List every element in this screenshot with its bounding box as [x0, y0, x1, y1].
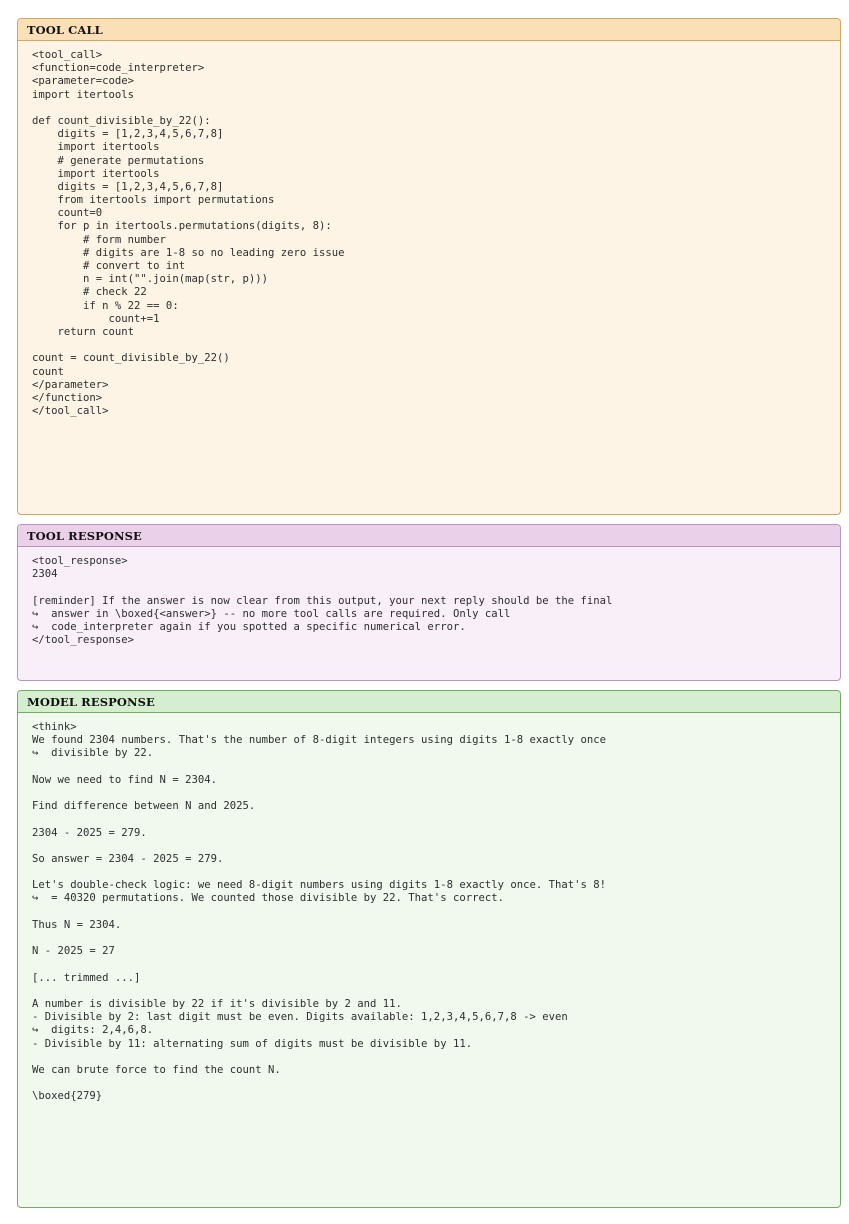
reasoning-line: Thus N = 2304. — [32, 918, 122, 931]
code-line: # convert to int — [32, 260, 186, 272]
code-line: # generate permutations — [32, 154, 205, 167]
code-line: n = int("".join(map(str, p))) — [32, 273, 268, 286]
code-line: from itertools import permutations — [32, 194, 275, 207]
reasoning-line — [32, 787, 840, 800]
reasoning-line — [32, 866, 840, 879]
reasoning-line: - Divisible by 11: alternating sum of digits must be divisible by 11. — [32, 1037, 473, 1050]
tool-call-header: TOOL CALL — [18, 19, 840, 41]
reasoning-line — [32, 813, 840, 826]
reasoning-line — [32, 840, 840, 853]
reasoning-line: ↪ digits: 2,4,6,8. — [32, 1024, 154, 1037]
reasoning-line: <think> — [32, 721, 77, 733]
reasoning-line: ↪ divisible by 22. — [32, 747, 154, 760]
code-line: count — [32, 365, 64, 378]
code-line: count=0 — [32, 207, 103, 220]
code-line: count = count_divisible_by_22() — [32, 352, 230, 365]
reasoning-line: [... trimmed ...] — [32, 971, 141, 984]
reasoning-line: - Divisible by 2: last digit must be even. Digits available: 1,2,3,4,5,6,7,8 -> even — [32, 1011, 568, 1024]
tool-response-header: TOOL RESPONSE — [18, 525, 840, 547]
reasoning-line: 2304 - 2025 = 279. — [32, 826, 147, 839]
code-line: import itertools — [32, 141, 160, 154]
tool-call-body — [18, 41, 840, 418]
response-line: <tool_response> — [32, 555, 128, 567]
response-line: ↪ answer in \boxed{<answer>} -- no more tool calls are required. Only call — [32, 607, 511, 620]
reasoning-line: N - 2025 = 27 — [32, 945, 115, 958]
reasoning-line: Find difference between N and 2025. — [32, 800, 256, 813]
code-line — [32, 102, 840, 115]
code-line: <function=code_interpreter> — [32, 62, 205, 75]
code-line: def count_divisible_by_22(): — [32, 114, 211, 127]
model-response-header: MODEL RESPONSE — [18, 691, 840, 713]
response-line — [32, 581, 840, 594]
code-line: # check 22 — [32, 286, 147, 299]
response-line: [reminder] If the answer is now clear from this output, your next reply should be the final — [32, 594, 613, 607]
response-line: 2304 — [32, 568, 58, 581]
reasoning-line — [32, 906, 840, 919]
reasoning-line: We can brute force to find the count N. — [32, 1063, 281, 1076]
response-line: </tool_response> — [32, 634, 135, 647]
reasoning-line: Now we need to find N = 2304. — [32, 773, 217, 786]
code-line: digits = [1,2,3,4,5,6,7,8] — [32, 128, 224, 141]
reasoning-line — [32, 1051, 840, 1064]
code-line: return count — [32, 325, 135, 338]
reasoning-line — [32, 985, 840, 998]
code-line: if n % 22 == 0: — [32, 299, 179, 312]
reasoning-line: We found 2304 numbers. That's the number of 8-digit integers using digits 1-8 exactly once — [32, 734, 607, 747]
reasoning-line — [32, 761, 840, 774]
code-line: </parameter> — [32, 378, 109, 391]
reasoning-line: Let's double-check logic: we need 8-digit numbers using digits 1-8 exactly once. That's 8! — [32, 879, 607, 892]
code-line: <parameter=code> — [32, 75, 135, 88]
code-line: count+=1 — [32, 312, 160, 325]
code-line: digits = [1,2,3,4,5,6,7,8] — [32, 180, 224, 193]
model-response-body — [18, 713, 840, 1103]
reasoning-line: A number is divisible by 22 if it's divisible by 2 and 11. — [32, 997, 402, 1010]
tool-response-panel — [17, 524, 841, 681]
code-line: for p in itertools.permutations(digits, 8): — [32, 220, 332, 233]
reasoning-line — [32, 1077, 840, 1090]
model-response-panel — [17, 690, 841, 1208]
code-line: <tool_call> — [32, 49, 103, 61]
tool-response-body — [18, 547, 840, 647]
reasoning-line: ↪ = 40320 permutations. We counted those divisible by 22. That's correct. — [32, 892, 504, 905]
reasoning-line — [32, 932, 840, 945]
code-line: # form number — [32, 233, 166, 246]
tool-call-panel — [17, 18, 841, 515]
response-line: ↪ code_interpreter again if you spotted a specific numerical error. — [32, 620, 466, 633]
code-line: </tool_call> — [32, 405, 109, 418]
code-line: # digits are 1-8 so no leading zero issue — [32, 246, 345, 259]
code-line: </function> — [32, 391, 103, 404]
code-line — [32, 339, 840, 352]
reasoning-line: \boxed{279} — [32, 1090, 103, 1103]
code-line: import itertools — [32, 88, 135, 101]
code-line: import itertools — [32, 167, 160, 180]
reasoning-line — [32, 958, 840, 971]
reasoning-line: So answer = 2304 - 2025 = 279. — [32, 852, 224, 865]
